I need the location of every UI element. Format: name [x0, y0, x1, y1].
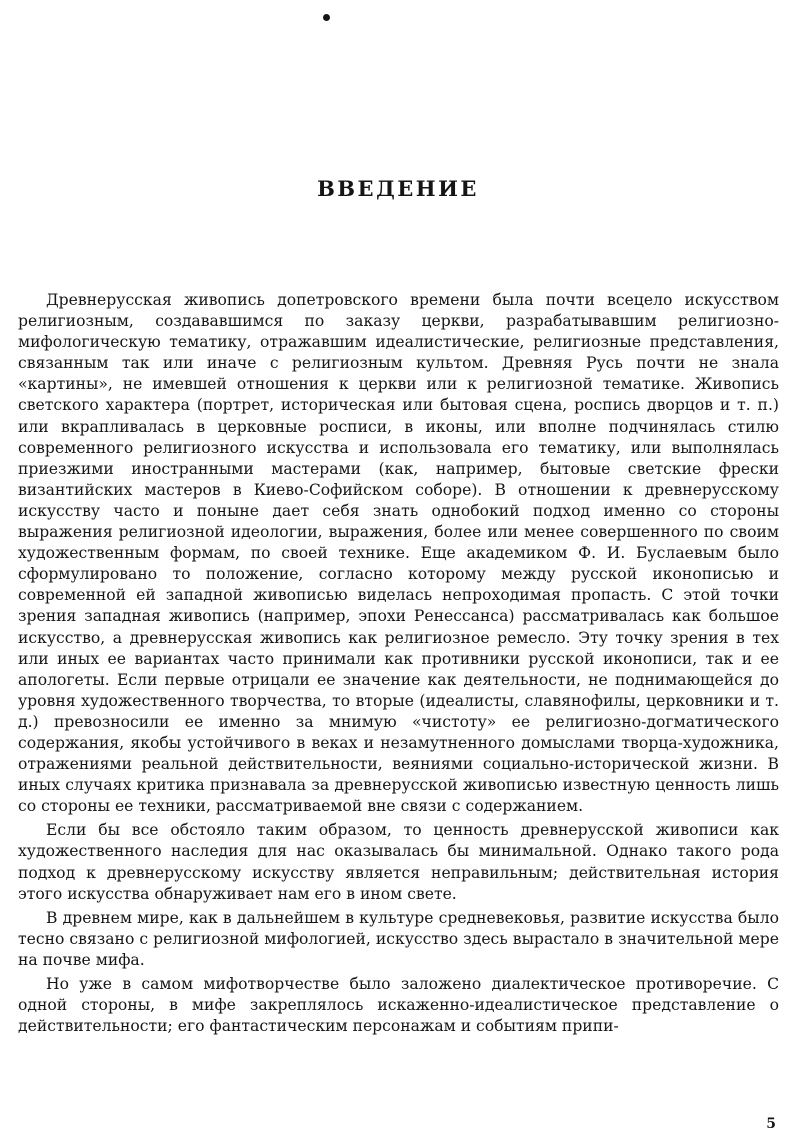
chapter-title: ВВЕДЕНИЕ	[317, 176, 479, 201]
paragraph: Древнерусская живопись допетровского времени была почти всецело искусством религиозным, создававшимся по заказу церкви, разрабатывавшим религиозно-мифологическую тематику, отражавшим идеалистические, религиозные представления, связанным так или иначе с религиозным культом. Древняя Русь почти не знала «картины», не имевшей отношения к церкви или к религиозной тематике. Живопись светского характера (портрет, историческая или бытовая сцена, роспись дворцов и т. п.) или вкрапливалась в церковные росписи, в иконы, или вполне подчинялась стилю современного религиозного искусства и использовала его тематику, или выполнялась приезжими иностранными мастерами (как, например, бытовые светские фрески византийских мастеров в Киево-Софийском соборе). В отношении к древнерусскому искусству часто и поныне дает себя знать однобокий подход именно со стороны выражения религиозной идеологии, выражения, более или менее совершенного по своим художественным формам, по своей технике. Еще академиком Ф. И. Буслаевым было сформулировано то положение, согласно которому между русской иконописью и современной ей западной живописью виделась непроходимая пропасть. С этой точки зрения западная живопись (например, эпохи Ренессанса) рассматривалась как большое искусство, а древнерусская живопись как религиозное ремесло. Эту точку зрения в тех или иных ее вариантах часто принимали как противники русской иконописи, так и ее апологеты. Если первые отрицали ее значение как деятельности, не поднимающейся до уровня художественного творчества, то вторые (идеалисты, славянофилы, церковники и т. д.) превозносили ее именно за мнимую «чистоту» ее религиозно-догматического содержания, якобы устойчивого в веках и незамутненного домыслами творца-художника, отражениями реальной действительности, веяниями социально-исторической жизни. В иных случаях критика признавала за древнерусской живописью известную ценность лишь со стороны ее техники, рассматриваемой вне связи с содержанием.	[18, 291, 779, 816]
ink-dot	[323, 14, 330, 21]
body-text	[18, 290, 779, 1040]
page-number: 5	[766, 1116, 776, 1132]
paragraph: Но уже в самом мифотворчестве было заложено диалектическое противоречие. С одной стороны, в мифе закреплялось искаженно-идеалистическое представление о действительности; его фантастическим персонажам и событиям припи-	[18, 975, 779, 1036]
paragraph: В древнем мире, как в дальнейшем в культуре средневековья, развитие искусства было тесно связано с религиозной мифологией, искусство здесь вырастало в значительной мере на почве мифа.	[18, 908, 779, 969]
paragraph: Если бы все обстояло таким образом, то ценность древнерусской живописи как художественного наследия для нас оказывалась бы минимальной. Однако такого рода подход к древнерусскому искусству является неправильным; действительная история этого искусства обнаруживает нам его в ином свете.	[18, 821, 779, 903]
